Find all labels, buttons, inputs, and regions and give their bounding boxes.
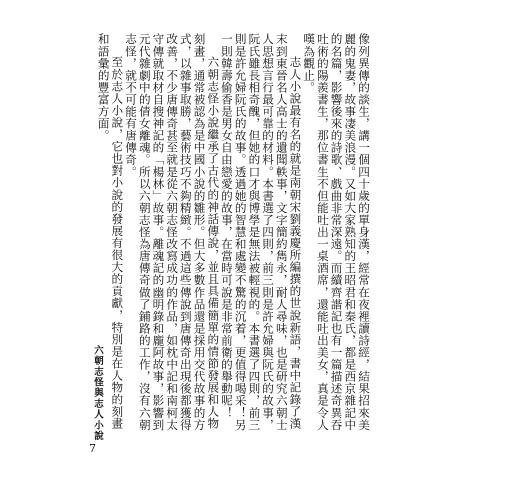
paragraph: 至於志人小說，它也對小說的發展有很大的貢獻，特別是在人物的刻畫和語彙的豐富方面。 — [96, 33, 125, 430]
page-number: 7 — [89, 442, 96, 455]
paragraph: 志人小說最有名的就是南朝宋劉義慶所編撰的世說新語，書中記錄了漢末到東晉名人高士的遺聞軼事，文字簡約雋永，耐人尋味，也是研究六朝士人思想言行最可靠的材料。本書選了四則，前三則是許允婦與阮氏的故事，阮氏雖長相奇醜，但她的口才與博學是無法被輕視的。本書選了四則，前三則是許允婦阮氏的故事。透過她的智慧和處變不驚的沉着，更值得喝采！另一則韓壽偷香是男女自由戀愛的故事，在當時可說是非常前衛的舉動呢！ — [219, 33, 303, 431]
paragraph: 六朝志怪小說繼承了古代的神話傳說，並且具備簡單的情節發展和人物刻畫，通常被認為是中國小說的雛形。但大多數作品還是採用交代故事的方式，以雜事取勝，藝術技巧不夠精緻。不過這些傳說到唐傳奇出現後都獲得改善，不少唐傳奇甚至就是從六朝志怪改寫成功的作品，如枕中記和南柯太守傳就取材自搜神記的「楊林」故事。離魂記的幽明錄和龐阿故事，影響到元代雜劇中的倩女離魂。所以六朝志怪為唐傳奇做了鋪路的工作，沒有六朝志怪，就不可能有唐傳奇。 — [124, 33, 221, 431]
paragraph: 像列異傳的談生，講一個四十歲的單身漢，經常在夜裡讀詩經，結果招來美麗的鬼妻，故事凄美浪漫。又如大家熟知的王昭君和秦氏，都是西京雜記中的名篇，影響後來的詩歌、戲曲非常深遠。而續齊諧記也有一篇描述奇異吞吐術的陽羨書生，那位書生不但能吐出一桌酒席，還能吐出美女，真是令人嘆為觀止。 — [302, 33, 371, 431]
page-body-text — [96, 33, 370, 433]
running-title: 六朝志怪與志人小說 — [92, 345, 103, 442]
